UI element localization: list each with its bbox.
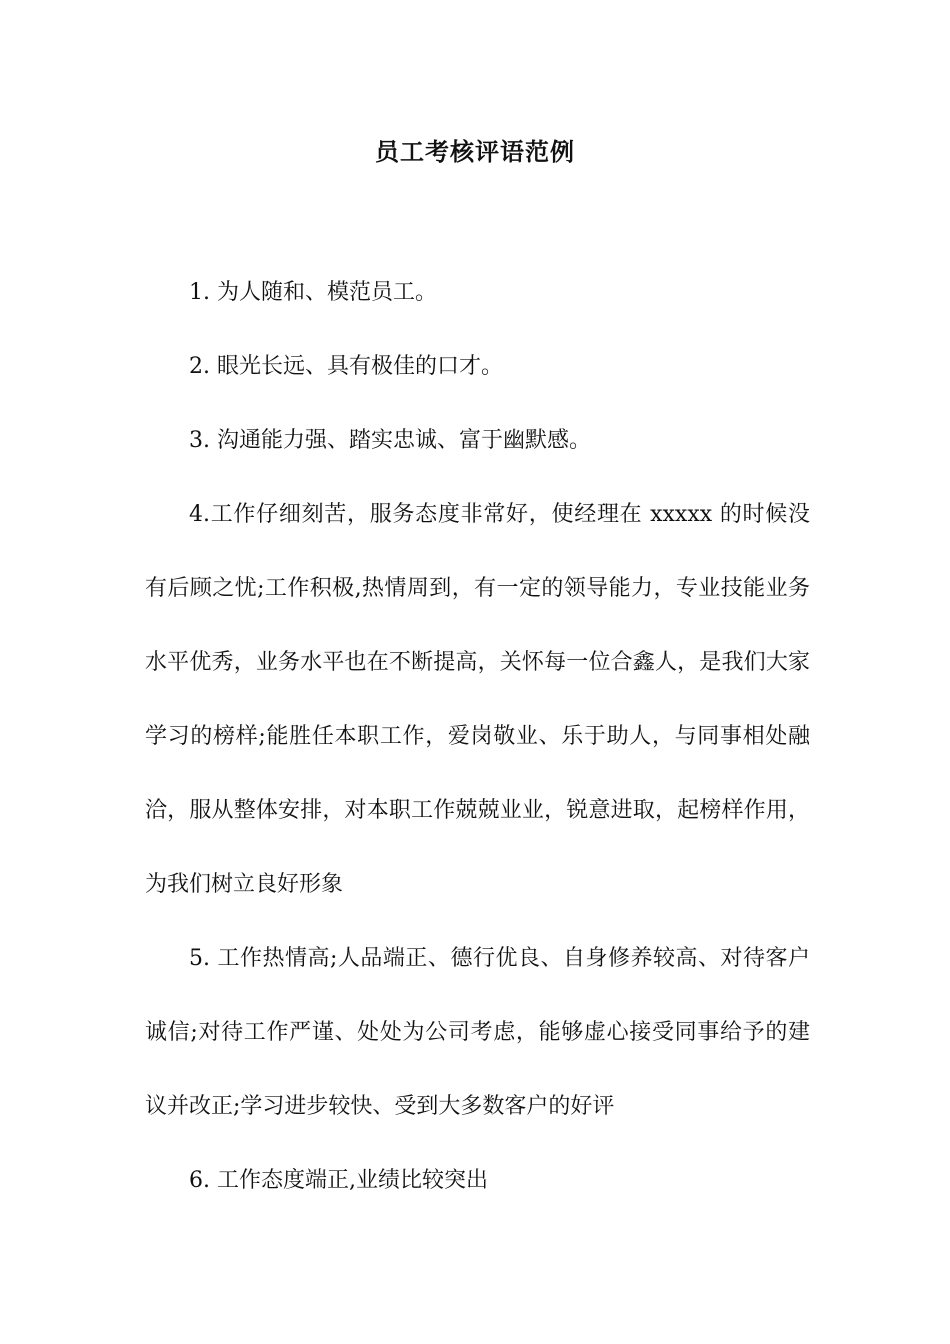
paragraph-4: 4.工作仔细刻苦，服务态度非常好，使经理在 xxxxx 的时候没有后顾之忧;工作积极,热情周到，有一定的领导能力，专业技能业务水平优秀，业务水平也在不断提高，关怀每一位合鑫人，是我们大家学习的榜样;能胜任本职工作，爱岗敬业、乐于助人，与同事相处融洽，服从整体安排，对本职工作兢兢业业，锐意进取，起榜样作用，为我们树立良好形象 [145,502,810,897]
paragraph-1: 1. 为人随和、模范员工。 [189,280,437,305]
paragraph-3: 3. 沟通能力强、踏实忠诚、富于幽默感。 [189,428,591,453]
document-title: 员工考核评语范例 [375,137,575,166]
paragraph-6: 6. 工作态度端正,业绩比较突出 [189,1168,488,1193]
paragraph-5: 5. 工作热情高;人品端正、德行优良、自身修养较高、对待客户诚信;对待工作严谨、处处为公司考虑，能够虚心接受同事给予的建议并改正;学习进步较快、受到大多数客户的好评 [145,946,810,1119]
paragraph-2: 2. 眼光长远、具有极佳的口才。 [189,354,503,379]
document-body [145,256,810,1218]
